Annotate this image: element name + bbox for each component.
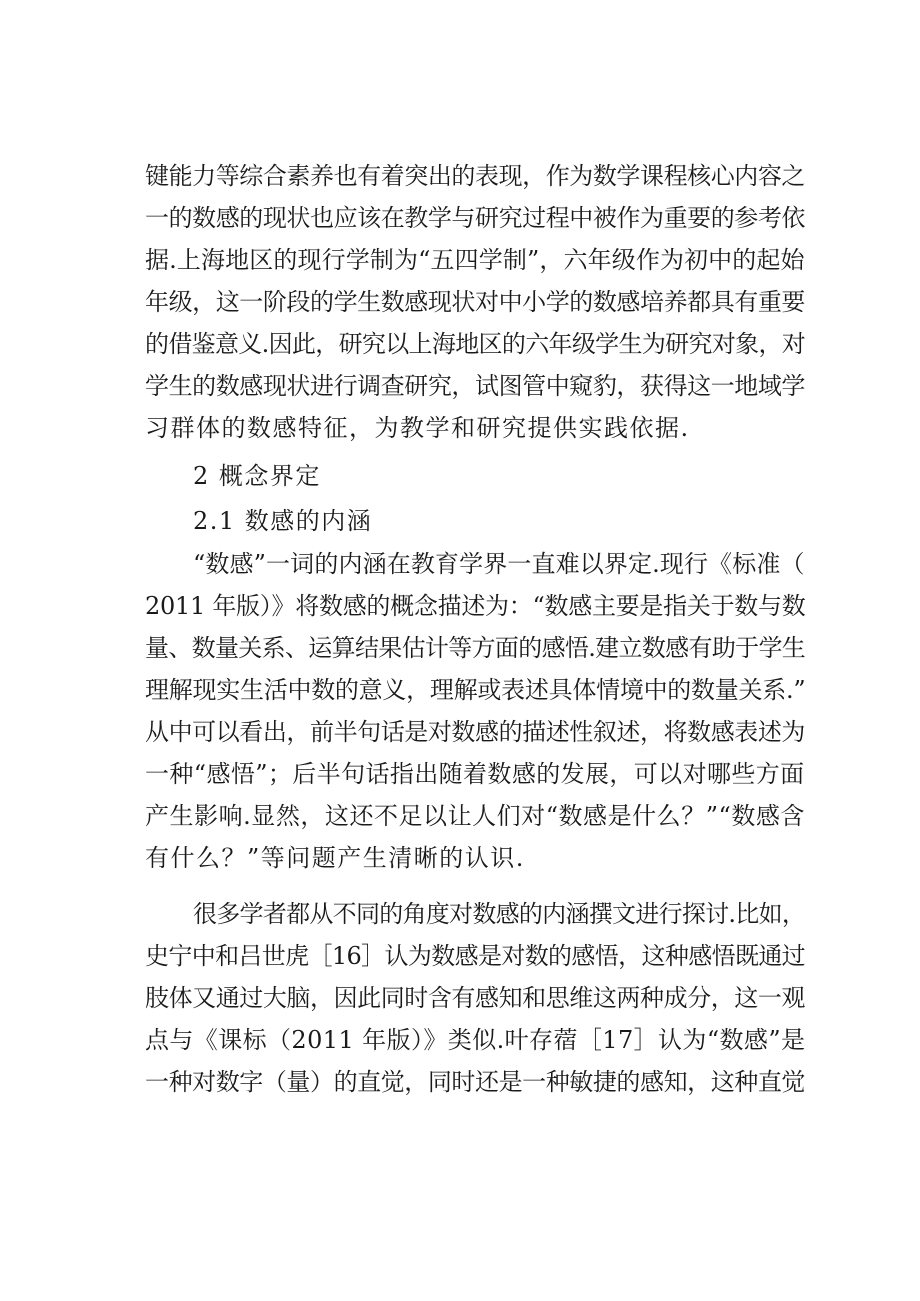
paragraph-2-line-7: 产生影响.显然，这还不足以让人们对“数感是什么？”“数感含 (145, 802, 805, 830)
paragraph-2-line-2: 2011 年版）》将数感的概念描述为：“数感主要是指关于数与数 (145, 592, 806, 620)
paragraph-1-line-4: 年级，这一阶段的学生数感现状对中小学的数感培养都具有重要 (145, 288, 805, 316)
paragraph-2-line-8: 有什么？”等问题产生清晰的认识. (145, 844, 525, 872)
paragraph-1-line-1: 键能力等综合素养也有着突出的表现，作为数学课程核心内容之 (145, 162, 805, 190)
paragraph-1-line-7: 习群体的数感特征，为教学和研究提供实践依据. (145, 414, 690, 442)
paragraph-3-line-4: 点与《课标（2011 年版）》类似.叶存蓿［17］认为“数感”是 (145, 1026, 806, 1054)
paragraph-3-line-2: 史宁中和吕世虎［16］认为数感是对数的感悟，这种感悟既通过 (145, 942, 806, 970)
paragraph-1-line-3: 据.上海地区的现行学制为“五四学制”，六年级作为初中的起始 (145, 246, 805, 274)
paragraph-3-line-5: 一种对数字（量）的直觉，同时还是一种敏捷的感知，这种直觉 (145, 1068, 805, 1096)
section-heading-2-1: 2.1 数感的内涵 (193, 507, 373, 535)
paragraph-2-line-5: 从中可以看出，前半句话是对数感的描述性叙述，将数感表述为 (145, 718, 805, 746)
section-heading-2: 2 概念界定 (193, 462, 321, 490)
paragraph-1-line-5: 的借鉴意义.因此，研究以上海地区的六年级学生为研究对象，对 (145, 330, 806, 358)
paragraph-1-line-6: 学生的数感现状进行调查研究，试图管中窥豹，获得这一地域学 (145, 372, 805, 400)
paragraph-2-line-6: 一种“感悟”；后半句话指出随着数感的发展，可以对哪些方面 (145, 760, 805, 788)
paragraph-2-line-1: “数感”一词的内涵在教育学界一直难以界定.现行《标准（ (193, 550, 805, 578)
paragraph-3-line-1: 很多学者都从不同的角度对数感的内涵撰文进行探讨.比如， (193, 900, 806, 928)
paragraph-2-line-4: 理解现实生活中数的意义，理解或表述具体情境中的数量关系.” (145, 676, 806, 704)
paragraph-2-line-3: 量、数量关系、运算结果估计等方面的感悟.建立数感有助于学生 (145, 634, 806, 662)
paragraph-3-line-3: 肢体又通过大脑，因此同时含有感知和思维这两种成分，这一观 (145, 984, 805, 1012)
paragraph-1-line-2: 一的数感的现状也应该在教学与研究过程中被作为重要的参考依 (145, 204, 805, 232)
